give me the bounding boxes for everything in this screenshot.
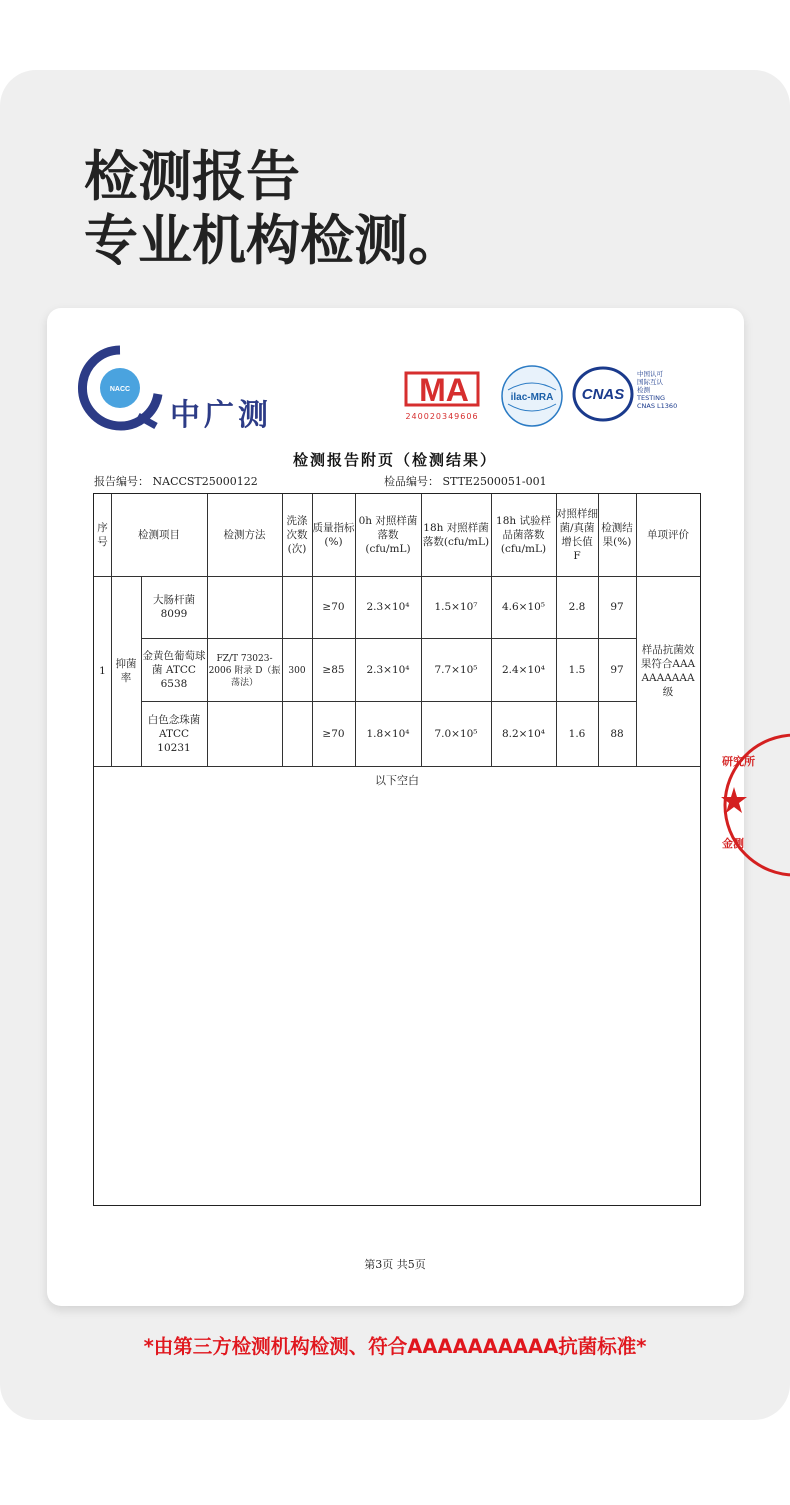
control-0h-cell: 2.3×10⁴ <box>366 601 410 613</box>
header-growth: 对照样细菌/真菌增长值 F <box>556 508 598 562</box>
cnas-info-line: 中国认可 <box>637 370 663 378</box>
table-rule <box>94 766 700 767</box>
headline <box>84 145 462 273</box>
quality-cell: ≥70 <box>322 727 345 740</box>
quality-cell: ≥70 <box>322 601 345 613</box>
cnas-info-line: CNAS L1360 <box>637 402 678 410</box>
stamp-text-top: 研究所 <box>722 755 755 768</box>
stamp-text-bottom: 金测 <box>722 837 744 850</box>
headline-line-2: 专业机构检测。 <box>84 209 462 272</box>
cnas-info-line: 检测 <box>637 386 650 394</box>
results-table <box>93 493 701 1206</box>
header-item: 检测项目 <box>138 529 180 541</box>
sample-number: 检品编号： STTE2500051-001 <box>384 475 547 488</box>
headline-line-1: 检测报告 <box>84 145 300 208</box>
header-method: 检测方法 <box>223 529 266 541</box>
quality-cell: ≥85 <box>322 663 345 676</box>
cma-number: 240020349606 <box>405 412 479 421</box>
nacc-badge-text: NACC <box>109 386 131 393</box>
result-cell: 88 <box>610 727 624 740</box>
footnote: *由第三方检测机构检测、符合AAAAAAAAAA抗菌标准* <box>143 1335 647 1358</box>
washes-cell: 300 <box>288 666 306 676</box>
organism-cell: 大肠杆菌 8099 <box>153 594 195 620</box>
header-washes: 洗涤次数(次) <box>286 515 308 555</box>
result-cell: 97 <box>610 663 624 676</box>
header-control-18h: 18h 对照样菌落数(cfu/mL) <box>422 522 490 548</box>
control-18h-cell: 7.7×10⁵ <box>434 663 478 676</box>
org-name: 中广测 <box>170 398 272 433</box>
header-test-18h: 18h 试验样品菌落数(cfu/mL) <box>496 515 551 555</box>
control-0h-cell: 2.3×10⁴ <box>366 663 410 676</box>
page-number: 第3页 共5页 <box>364 1258 426 1271</box>
organism-cell: 金黄色葡萄球菌 ATCC 6538 <box>142 649 206 690</box>
header-result: 检测结果(%) <box>601 522 633 548</box>
cnas-info <box>637 370 677 410</box>
control-18h-cell: 1.5×10⁷ <box>434 601 478 613</box>
category-cell: 抑菌率 <box>115 658 137 684</box>
cnas-logo <box>572 366 634 422</box>
growth-cell: 2.8 <box>568 601 586 613</box>
red-seal-stamp <box>720 735 755 875</box>
header-control-0h: 0h 对照样菌落数(cfu/mL) <box>358 515 418 555</box>
control-18h-cell: 7.0×10⁵ <box>434 727 478 740</box>
cnas-info-line: 国际互认 <box>637 378 663 386</box>
growth-cell: 1.6 <box>568 727 586 740</box>
ilac-mra-logo <box>500 364 564 428</box>
header-quality: 质量指标(%) <box>312 522 355 548</box>
report-title: 检测报告附页（检测结果） <box>292 451 497 469</box>
result-cell: 97 <box>610 601 624 613</box>
cnas-info-line: TESTING <box>637 394 665 402</box>
growth-cell: 1.5 <box>568 663 586 676</box>
report-number: 报告编号： NACCST25000122 <box>94 475 258 488</box>
cma-text: MA <box>419 372 469 408</box>
test-18h-cell: 2.4×10⁴ <box>501 663 546 676</box>
test-18h-cell: 8.2×10⁴ <box>501 727 546 740</box>
cnas-text: CNAS <box>581 386 625 403</box>
test-18h-cell: 4.6×10⁵ <box>501 601 546 613</box>
below-blank-note: 以下空白 <box>375 774 419 787</box>
organism-cell: 白色念珠菌 ATCC 10231 <box>147 713 201 754</box>
control-0h-cell: 1.8×10⁴ <box>366 727 410 740</box>
evaluation-cell: 样品抗菌效果符合AAAAAAAAAA级 <box>640 644 696 698</box>
row-seq: 1 <box>99 665 106 677</box>
header-evaluation: 单项评价 <box>647 529 689 541</box>
ilac-text: ilac-MRA <box>510 392 554 403</box>
method-cell: FZ/T 73023-2006 附录 D（振荡法） <box>208 654 281 688</box>
header-seq: 序号 <box>97 522 108 548</box>
